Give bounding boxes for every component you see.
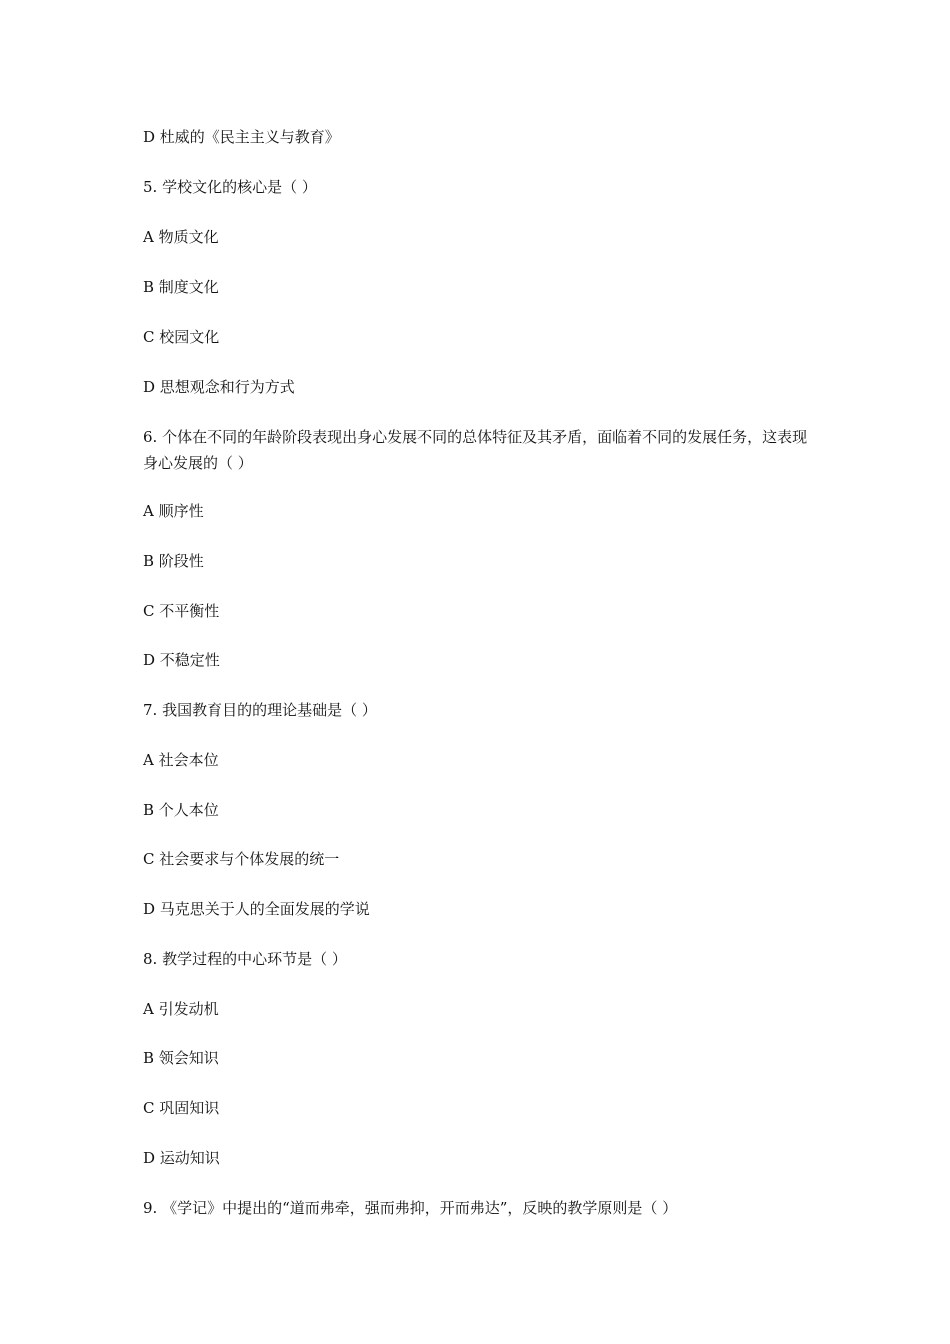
option-b-q6: B 阶段性 [143,552,204,570]
option-b-q8: B 领会知识 [143,1049,219,1067]
option-c-q6: C 不平衡性 [143,602,220,620]
option-d-q8: D 运动知识 [143,1149,220,1167]
option-a-q6: A 顺序性 [143,502,204,520]
option-d-q6: D 不稳定性 [143,651,220,669]
option-b-q7: B 个人本位 [143,801,219,819]
question-8: 8. 教学过程的中心环节是（ ） [143,950,347,968]
option-c-q5: C 校园文化 [143,328,220,346]
option-d-q7: D 马克思关于人的全面发展的学说 [143,900,370,918]
question-5: 5. 学校文化的核心是（ ） [143,178,317,196]
option-a-q7: A 社会本位 [143,751,219,769]
option-a-q8: A 引发动机 [143,1000,219,1018]
option-a-q5: A 物质文化 [143,228,219,246]
question-9: 9. 《学记》中提出的“道而弗牵，强而弗抑，开而弗达”，反映的教学原则是（ ） [143,1199,678,1217]
question-7: 7. 我国教育目的的理论基础是（ ） [143,701,377,719]
option-d-q5: D 思想观念和行为方式 [143,378,295,396]
option-d-q4: D 杜威的《民主主义与教育》 [143,128,340,146]
option-c-q7: C 社会要求与个体发展的统一 [143,850,340,868]
option-c-q8: C 巩固知识 [143,1099,220,1117]
question-6: 6. 个体在不同的年龄阶段表现出身心发展不同的总体特征及其矛盾，面临着不同的发展任务，这表现身心发展的（ ） [143,428,808,472]
option-b-q5: B 制度文化 [143,278,219,296]
